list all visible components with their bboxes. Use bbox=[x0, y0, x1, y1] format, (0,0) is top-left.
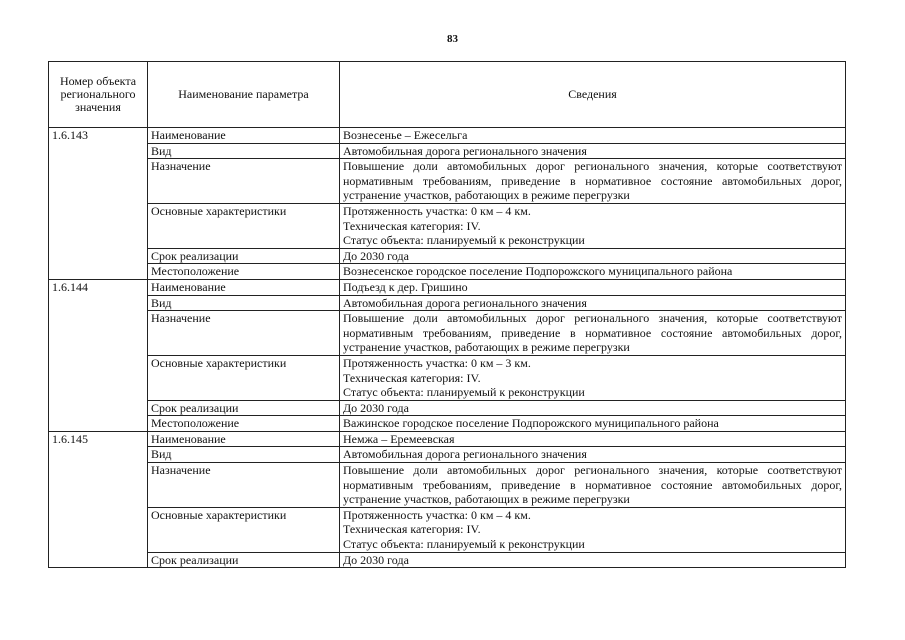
regional-objects-table bbox=[48, 61, 846, 568]
parameter-value bbox=[340, 128, 846, 144]
parameter-name: Назначение bbox=[148, 159, 340, 204]
parameter-name: Срок реализации bbox=[148, 552, 340, 568]
value-line: Техническая категория: IV. bbox=[343, 522, 481, 537]
value-line: Автомобильная дорога регионального значения bbox=[343, 295, 587, 310]
value-line: Повышение доли автомобильных дорог регионального значения, которые соответствуют нормативным требованиям, приведение в нормативное состояние автомобильных дорог, устранение участков, работающих в режиме перегрузки bbox=[343, 463, 842, 507]
value-line: Важинское городское поселение Подпорожского муниципального района bbox=[343, 416, 719, 431]
value-line: Статус объекта: планируемый к реконструкции bbox=[343, 233, 585, 248]
parameter-value bbox=[340, 311, 846, 356]
parameter-value bbox=[340, 463, 846, 508]
table-body bbox=[49, 128, 846, 568]
object-number: 1.6.143 bbox=[49, 128, 148, 280]
table-header-row bbox=[49, 62, 846, 128]
parameter-value bbox=[340, 355, 846, 400]
table-row bbox=[49, 416, 846, 432]
table-row bbox=[49, 311, 846, 356]
value-line: До 2030 года bbox=[343, 552, 409, 567]
value-line: Автомобильная дорога регионального значения bbox=[343, 447, 587, 462]
table-row bbox=[49, 203, 846, 248]
table-row bbox=[49, 463, 846, 508]
value-line: Немжа – Еремеевская bbox=[343, 431, 455, 446]
table-row bbox=[49, 279, 846, 295]
parameter-name: Местоположение bbox=[148, 416, 340, 432]
value-line: Протяженность участка: 0 км – 3 км. bbox=[343, 355, 531, 370]
parameter-value bbox=[340, 159, 846, 204]
parameter-name: Назначение bbox=[148, 311, 340, 356]
table-row bbox=[49, 355, 846, 400]
table-row bbox=[49, 143, 846, 159]
table-row bbox=[49, 295, 846, 311]
value-line: Статус объекта: планируемый к реконструкции bbox=[343, 537, 585, 552]
value-line: Повышение доли автомобильных дорог регионального значения, которые соответствуют нормативным требованиям, приведение в нормативное состояние автомобильных дорог, устранение участков, работающих в режиме перегрузки bbox=[343, 159, 842, 203]
header-object-number: Номер объекта регионального значения bbox=[49, 62, 148, 128]
parameter-name: Наименование bbox=[148, 128, 340, 144]
parameter-name: Основные характеристики bbox=[148, 507, 340, 552]
parameter-value bbox=[340, 248, 846, 264]
value-line: Подъезд к дер. Гришино bbox=[343, 279, 468, 294]
parameter-value bbox=[340, 416, 846, 432]
parameter-name: Местоположение bbox=[148, 264, 340, 280]
table-row bbox=[49, 264, 846, 280]
parameter-name: Вид bbox=[148, 447, 340, 463]
value-line: Вознесенье – Ежесельга bbox=[343, 128, 468, 142]
parameter-name: Наименование bbox=[148, 431, 340, 447]
table-row bbox=[49, 128, 846, 144]
parameter-name: Вид bbox=[148, 295, 340, 311]
object-number: 1.6.145 bbox=[49, 431, 148, 567]
table-row bbox=[49, 447, 846, 463]
value-line: Протяженность участка: 0 км – 4 км. bbox=[343, 507, 531, 522]
parameter-name: Срок реализации bbox=[148, 248, 340, 264]
value-line: Техническая категория: IV. bbox=[343, 218, 481, 233]
table-row bbox=[49, 248, 846, 264]
parameter-name: Вид bbox=[148, 143, 340, 159]
parameter-value bbox=[340, 431, 846, 447]
parameter-value bbox=[340, 143, 846, 159]
value-line: Статус объекта: планируемый к реконструкции bbox=[343, 385, 585, 400]
value-line: Вознесенское городское поселение Подпорожского муниципального района bbox=[343, 264, 733, 279]
value-line: Повышение доли автомобильных дорог регионального значения, которые соответствуют нормативным требованиям, приведение в нормативное состояние автомобильных дорог, устранение участков, работающих в режиме перегрузки bbox=[343, 311, 842, 355]
page-number: 83 bbox=[447, 33, 458, 45]
table-row bbox=[49, 431, 846, 447]
header-parameter-name: Наименование параметра bbox=[148, 62, 340, 128]
parameter-value bbox=[340, 552, 846, 568]
parameter-value bbox=[340, 295, 846, 311]
parameter-value bbox=[340, 279, 846, 295]
table-row bbox=[49, 507, 846, 552]
table-row bbox=[49, 400, 846, 416]
parameter-value bbox=[340, 264, 846, 280]
value-line: До 2030 года bbox=[343, 248, 409, 263]
value-line: Автомобильная дорога регионального значения bbox=[343, 143, 587, 158]
header-details: Сведения bbox=[340, 62, 846, 128]
value-line: Техническая категория: IV. bbox=[343, 370, 481, 385]
parameter-value bbox=[340, 507, 846, 552]
parameter-name: Наименование bbox=[148, 279, 340, 295]
parameter-value bbox=[340, 447, 846, 463]
parameter-name: Основные характеристики bbox=[148, 355, 340, 400]
parameter-name: Основные характеристики bbox=[148, 203, 340, 248]
value-line: Протяженность участка: 0 км – 4 км. bbox=[343, 203, 531, 218]
object-number: 1.6.144 bbox=[49, 279, 148, 431]
parameter-name: Назначение bbox=[148, 463, 340, 508]
parameter-value bbox=[340, 400, 846, 416]
value-line: До 2030 года bbox=[343, 400, 409, 415]
parameter-name: Срок реализации bbox=[148, 400, 340, 416]
table-row bbox=[49, 552, 846, 568]
table-row bbox=[49, 159, 846, 204]
parameter-value bbox=[340, 203, 846, 248]
